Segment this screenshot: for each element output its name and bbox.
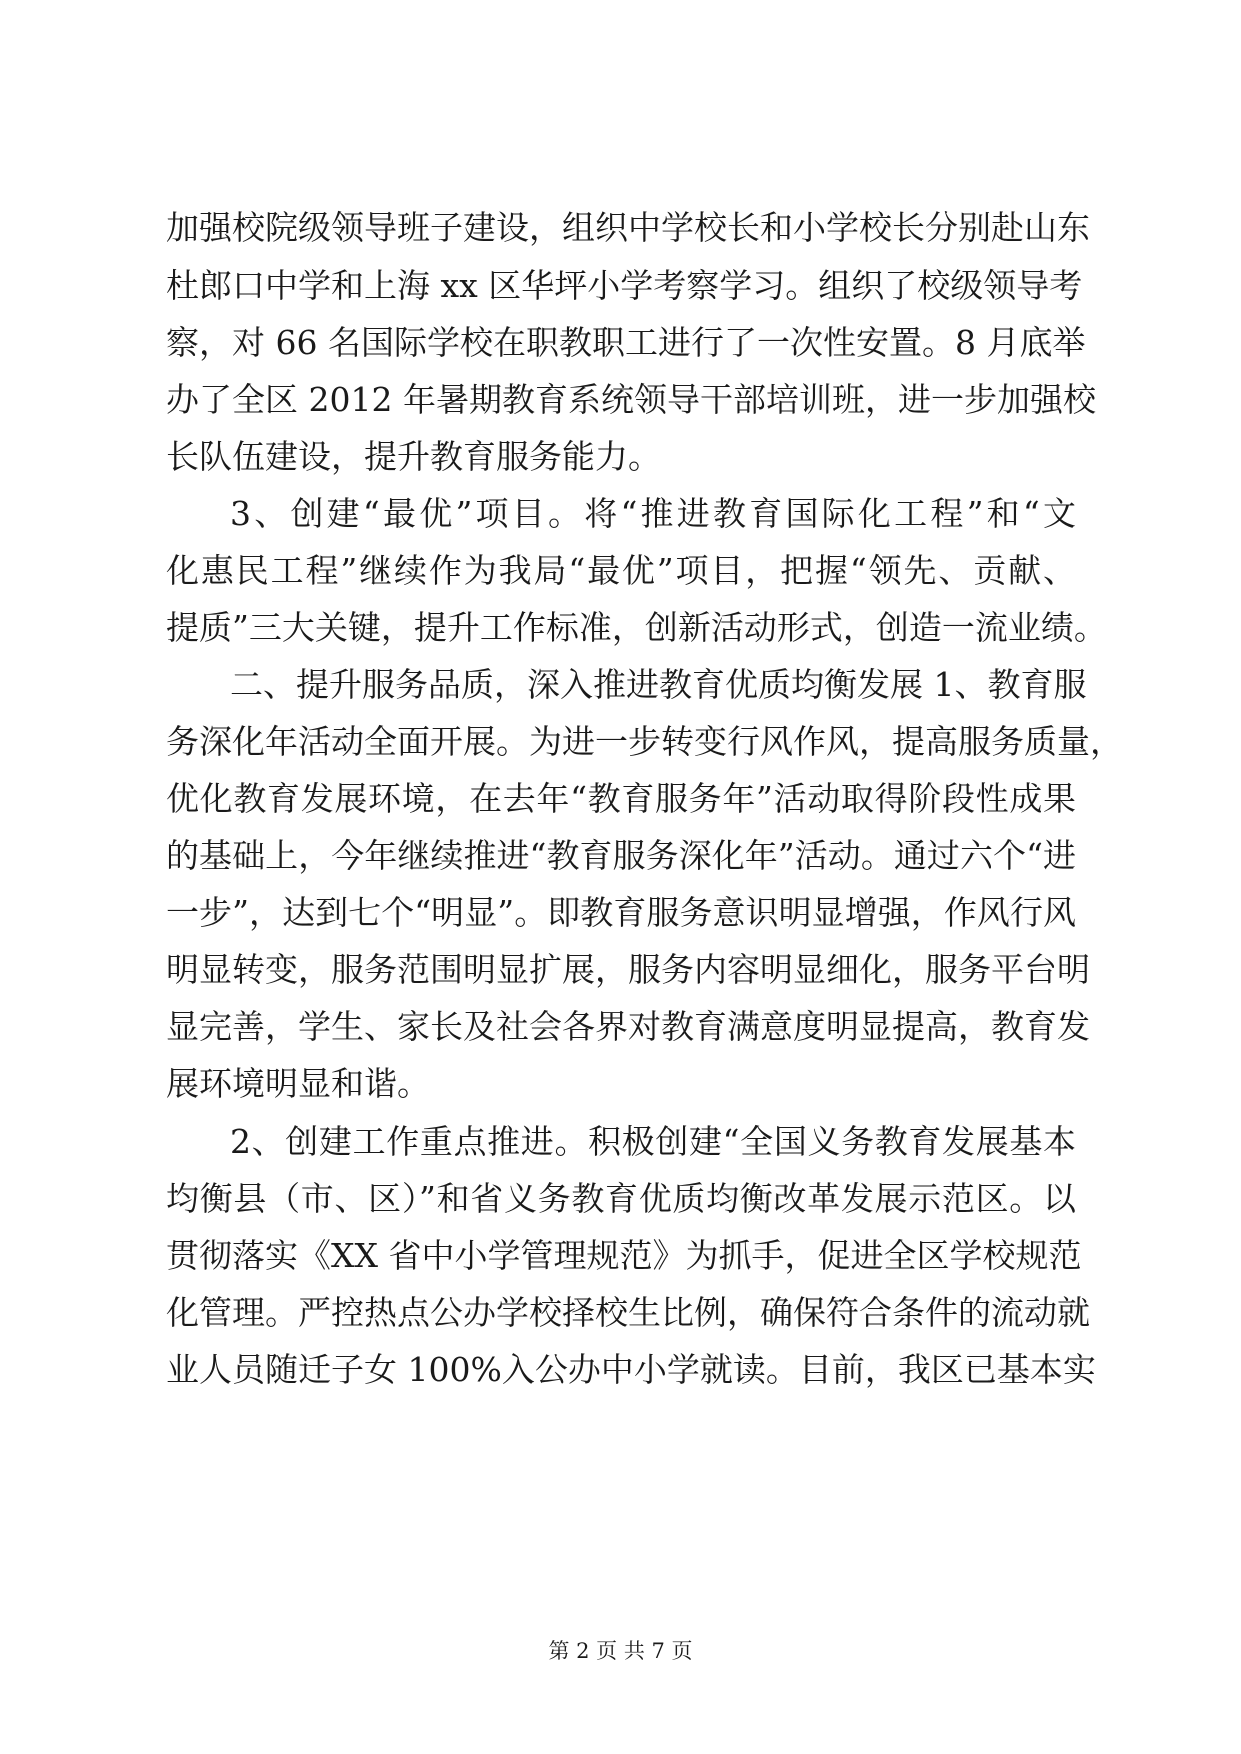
- text-line: 务深化年活动全面开展。为进一步转变行风作风，提高服务质量，: [166, 722, 1123, 761]
- text-line: 化惠民工程”继续作为我局“最优”项目，把握“领先、贡献、: [166, 551, 1076, 590]
- text-line: 均衡县（市、区）”和省义务教育优质均衡改革发展示范区。以: [166, 1179, 1076, 1218]
- text-line: 长队伍建设，提升教育服务能力。: [166, 437, 661, 476]
- text-line: 杜郎口中学和上海 xx 区华坪小学考察学习。组织了校级领导考: [166, 266, 1083, 305]
- section-heading-line: 二、提升服务品质，深入推进教育优质均衡发展 1、教育服: [230, 665, 1087, 704]
- page-number-footer: 第 2 页 共 7 页: [548, 1639, 693, 1663]
- text-line: 明显转变，服务范围明显扩展，服务内容明显细化，服务平台明: [166, 950, 1090, 989]
- text-line: 的基础上，今年继续推进“教育服务深化年”活动。通过六个“进: [166, 836, 1076, 875]
- text-line: 2、创建工作重点推进。积极创建“全国义务教育发展基本: [230, 1122, 1076, 1161]
- text-line: 展环境明显和谐。: [166, 1064, 430, 1103]
- text-line: 显完善，学生、家长及社会各界对教育满意度明显提高，教育发: [166, 1007, 1090, 1046]
- text-line: 3、创建“最优”项目。将“推进教育国际化工程”和“文: [230, 494, 1076, 533]
- text-line: 贯彻落实《XX 省中小学管理规范》为抓手，促进全区学校规范: [166, 1236, 1082, 1275]
- text-line: 一步”，达到七个“明显”。即教育服务意识明显增强，作风行风: [166, 893, 1076, 932]
- text-line: 提质”三大关键，提升工作标准，创新活动形式，创造一流业绩。: [166, 608, 1107, 647]
- text-line: 业人员随迁子女 100%入公办中小学就读。目前，我区已基本实: [166, 1350, 1096, 1389]
- text-line: 化管理。严控热点公办学校择校生比例，确保符合条件的流动就: [166, 1293, 1090, 1332]
- text-line: 察，对 66 名国际学校在职教职工进行了一次性安置。8 月底举: [166, 323, 1086, 362]
- text-line: 加强校院级领导班子建设，组织中学校长和小学校长分别赴山东: [166, 208, 1090, 247]
- text-line: 优化教育发展环境，在去年“教育服务年”活动取得阶段性成果: [166, 779, 1076, 818]
- text-line: 办了全区 2012 年暑期教育系统领导干部培训班，进一步加强校: [166, 380, 1096, 419]
